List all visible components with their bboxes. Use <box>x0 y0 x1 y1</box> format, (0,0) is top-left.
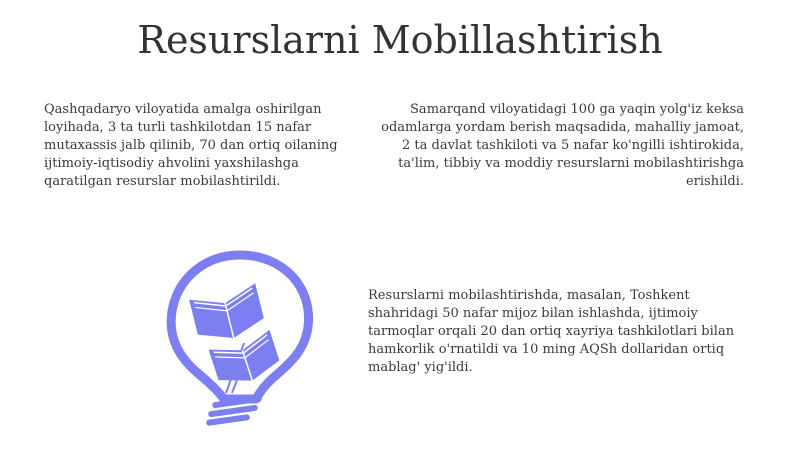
lightbulb-with-books-icon <box>148 247 318 427</box>
paragraph-toshkent: Resurslarni mobilashtirishda, masalan, Toshkent shahridagi 50 nafar mijoz bilan ishlashda, ijtimoiy tarmoqlar orqali 20 dan ortiq xayriya tashkilotlari bilan hamkorlik o'rnatildi va 10 ming AQSh dollaridan ortiq mablag' yig'ildi. <box>368 288 735 375</box>
slide-title: Resurslarni Mobillashtirish <box>137 18 663 62</box>
paragraph-qashqadaryo: Qashqadaryo viloyatida amalga oshirilgan loyihada, 3 ta turli tashkilotdan 15 nafar mutaxassis jalb qilinib, 70 dan ortiq oilaning ijtimoiy-iqtisodiy ahvolini yaxshilashga qaratilgan resurslar mobilashtirildi. <box>44 102 338 189</box>
paragraph-samarqand: Samarqand viloyatidagi 100 ga yaqin yolg'iz keksa odamlarga yordam berish maqsadida, mahalliy jamoat, 2 ta davlat tashkiloti va 5 nafar ko'ngilli ishtirokida, ta'lim, tibbiy va moddiy resurslarni mobilashtirishga erishildi. <box>381 102 744 189</box>
